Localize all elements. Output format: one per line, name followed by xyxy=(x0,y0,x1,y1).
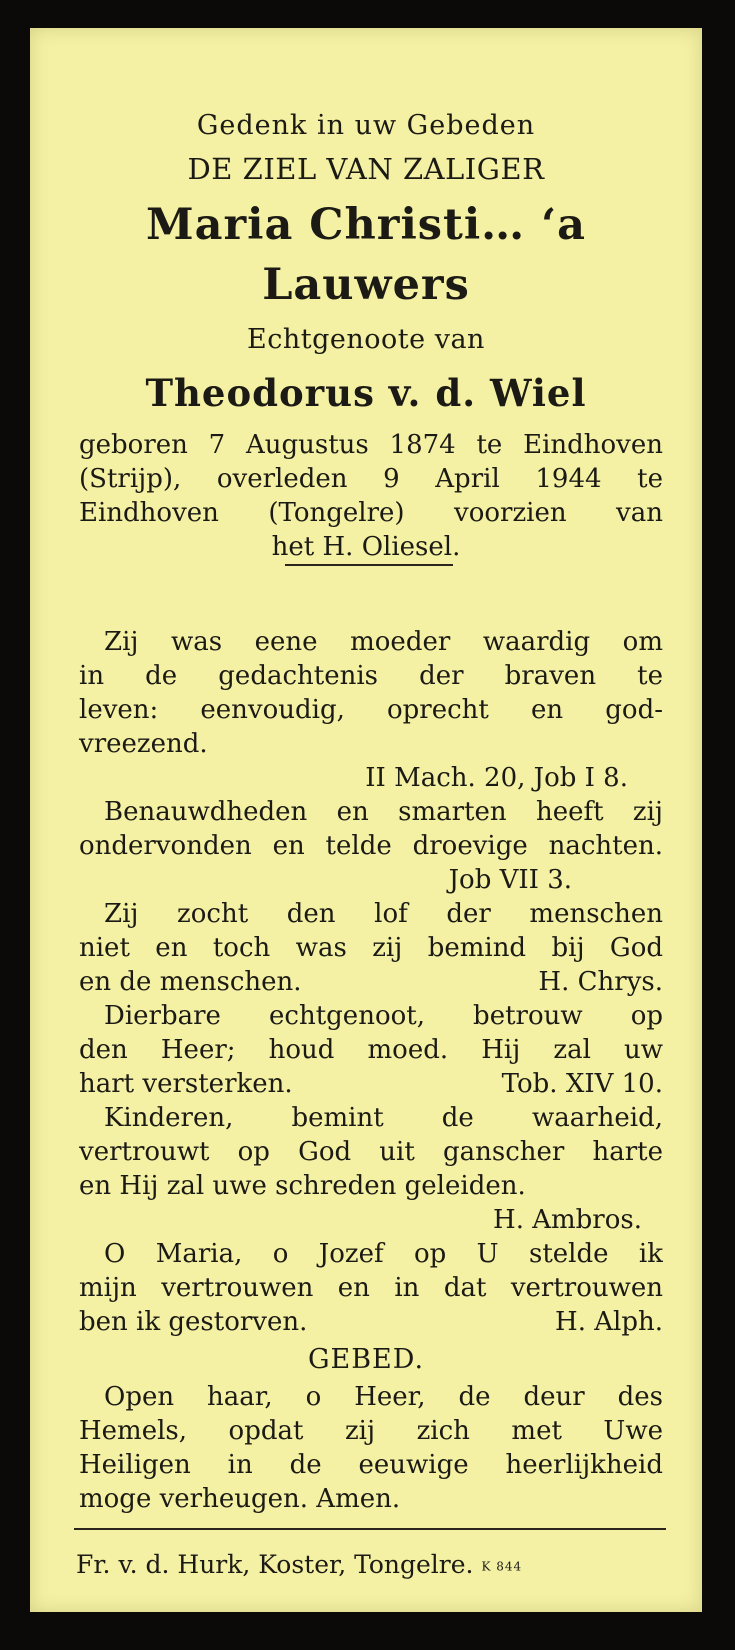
verse-line: ondervonden en telde droevige nachten. xyxy=(79,831,663,861)
verse-line: en de menschen. xyxy=(79,967,302,997)
prayer-line: Open haar, o Heer, de deur des xyxy=(104,1382,663,1412)
verse-line: vertrouwt op God uit ganscher harte xyxy=(79,1137,663,1167)
verse-line: Dierbare echtgenoot, betrouw op xyxy=(104,1001,663,1031)
verse-reference: Job VII 3. xyxy=(448,865,572,895)
verse-line: Benauwdheden en smarten heeft zij xyxy=(104,797,663,827)
footer-divider xyxy=(74,1528,666,1530)
verse-line-with-reference xyxy=(79,965,663,999)
prayer-line: Heiligen in de eeuwige heerlijkheid xyxy=(79,1450,663,1480)
verse-reference: Tob. XIV 10. xyxy=(501,1069,663,1099)
verse-line: mijn vertrouwen en in dat vertrouwen xyxy=(79,1273,663,1303)
verse-line: leven: eenvoudig, oprecht en god- xyxy=(79,695,663,725)
verse-line: Zij was eene moeder waardig om xyxy=(104,627,663,657)
bio-line: geboren 7 Augustus 1874 te Eindhoven xyxy=(79,430,663,460)
header-remember-text: Gedenk in uw Gebeden xyxy=(196,110,536,141)
section-divider xyxy=(285,564,453,566)
verse-reference: H. Chrys. xyxy=(538,967,663,997)
verse-line: ben ik gestorven. xyxy=(79,1307,308,1337)
header-soul-text: DE ZIEL VAN ZALIGER xyxy=(187,152,545,186)
bio-line: Eindhoven (Tongelre) voorzien van xyxy=(79,498,663,528)
verse-line: O Maria, o Jozef op U stelde ik xyxy=(104,1239,663,1269)
verse-reference: H. Ambros. xyxy=(493,1205,642,1235)
deceased-name-last: Lauwers xyxy=(262,260,470,310)
prayer-line: Hemels, opdat zij zich met Uwe xyxy=(79,1416,663,1446)
spouse-name: Theodorus v. d. Wiel xyxy=(145,371,587,415)
verse-line: niet en toch was zij bemind bij God xyxy=(79,933,663,963)
prayer-line-last: moge verheugen. Amen. xyxy=(79,1484,401,1514)
verse-reference: H. Alph. xyxy=(555,1307,663,1337)
memorial-card xyxy=(30,28,702,1612)
verse-line: hart versterken. xyxy=(79,1069,293,1099)
deceased-name-first: Maria Christi… ‘a xyxy=(146,200,586,250)
verse-line: en Hij zal uwe schreden geleiden. xyxy=(79,1171,526,1201)
verse-line: vreezend. xyxy=(79,729,208,759)
verse-reference: II Mach. 20, Job I 8. xyxy=(365,763,628,793)
verse-line: Zij zocht den lof der menschen xyxy=(104,899,663,929)
print-code: K 844 xyxy=(481,1559,523,1574)
bio-line-last: het H. Oliesel. xyxy=(271,532,461,562)
verse-line-with-reference xyxy=(79,1305,663,1339)
verse-line: Kinderen, bemint de waarheid, xyxy=(104,1103,663,1133)
verse-line: in de gedachtenis der braven te xyxy=(79,661,663,691)
printer-name: Fr. v. d. Hurk, Koster, Tongelre. xyxy=(76,1550,474,1579)
prayer-title: GEBED. xyxy=(307,1344,425,1375)
verse-line-with-reference xyxy=(79,1067,663,1101)
verse-line: den Heer; houd moed. Hij zal uw xyxy=(79,1035,663,1065)
bio-line: (Strijp), overleden 9 April 1944 te xyxy=(79,464,663,494)
printer-credit xyxy=(76,1548,522,1584)
spouse-intro-text: Echtgenoote van xyxy=(247,324,485,355)
